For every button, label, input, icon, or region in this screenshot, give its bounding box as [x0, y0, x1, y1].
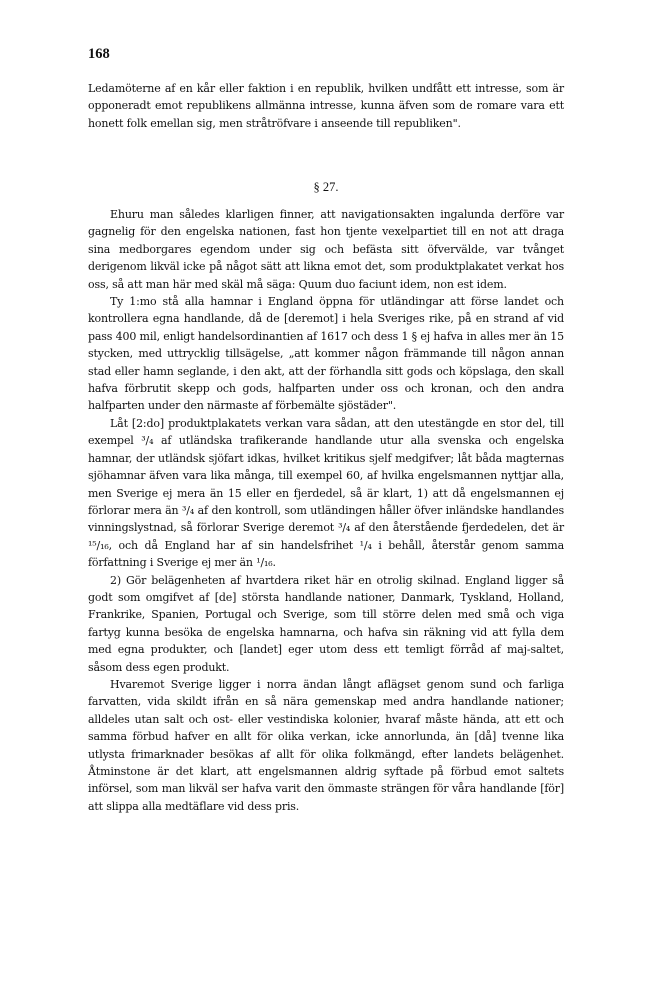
intro-paragraph: Ledamöterne af en kår eller faktion i en republik, hvilken undfått ett intresse, som är opponeradt emot republikens allmänna intresse, kunna äfven som de romare vara ett honett folk emellan sig, men stråtröfvare i anseende till republiken". [88, 82, 564, 130]
paragraph: Ty 1:mo stå alla hamnar i England öppna för utländingar att förse landet och kontrollera egna handlande, då de [deremot] i hela Sveriges rike, på en strand af vid pass 400 mil, enligt handelsordinantien af 1617 och dess 1 § ej hafva in alles mer än 15 stycken, med uttrycklig tillsägelse, „att kommer någon främmande till någon annan stad eller hamn seglande, i den akt, att der förhandla sitt gods och köpslaga, den skall hafva förbrutit skepp och gods, halfparten under oss och kronan, och den andra halfparten under den närmaste af förbemälte sjöstäder". [88, 295, 564, 413]
section-heading: § 27. [313, 180, 339, 194]
paragraph: Ehuru man således klarligen finner, att navigationsakten ingalunda derföre var gagnelig för den engelska nationen, fast hon tjente vexelpartiet till en not att draga sina medborgares egendom under sig och befästa sitt öfvervälde, var tvånget derigenom likväl icke på något sätt att likna emot det, som produktplakatet verkat hos oss, så att man här med skäl må säga: Quum duo faciunt idem, non est idem. [88, 208, 564, 291]
paragraph: Låt [2:do] produktplakatets verkan vara sådan, att den utestängde en stor del, till exempel ³/₄ af utländska trafikerande handlande utur alla svenska och engelska hamnar, der utländsk sjöfart idkas, hvilket kritikus sjelf medgifver; låt båda magternas sjöhamnar äfven vara lika många, till exempel 60, af hvilka engelsmannen nyttjar alla, men Sverige ej mera än 15 eller en fjerdedel, så är klart, 1) att då engelsmannen ej förlorar mera än ³/₄ af den kontroll, som utländingen håller öfver inländske handlandes vinningslystnad, så förlorar Sverige deremot ³/₄ af den återstående fjerdedelen, det är ¹⁵/₁₆, och då England har af sin handelsfrihet ¹/₄ i behåll, återstår genom samma författning i Sverige ej mer än ¹/₁₆. [88, 416, 564, 570]
paragraph: Hvaremot Sverige ligger i norra ändan långt aflägset genom sund och farliga farvatten, vida skildt ifrån en så nära gemenskap med andra handlande nationer; alldeles utan salt och ost- eller vestindiska kolonier, hvaraf måste hända, att ett och samma förbud hafver en allt för olika verkan, icke annorlunda, än [då] tvenne lika utlysta frimarknader besökas af allt för olika folkmängd, efter landets belägenhet. Åtminstone är det klart, att engelsmannen aldrig syftade på förbud emot saltets införsel, som man likväl ser hafva varit den ömmaste strängen för våra handlande [för] att slippa alla medtäflare vid dess pris. [88, 677, 564, 813]
page-number: 168 [88, 46, 110, 62]
section-body [88, 206, 564, 815]
paragraph: 2) Gör belägenheten af hvartdera riket här en otrolig skilnad. England ligger så godt som omgifvet af [de] största handlande nationer, Danmark, Tyskland, Holland, Frankrike, Spanien, Portugal och Sverige, som till större delen med små och viga fartyg kunna besöka de engelska hamnarna, och hafva sin räkning vid att fylla dem med egna produkter, och [landet] eger utom dess ett temligt förråd af maj-saltet, såsom dess egen produkt. [88, 573, 564, 674]
intro-paragraph-block [88, 80, 564, 132]
